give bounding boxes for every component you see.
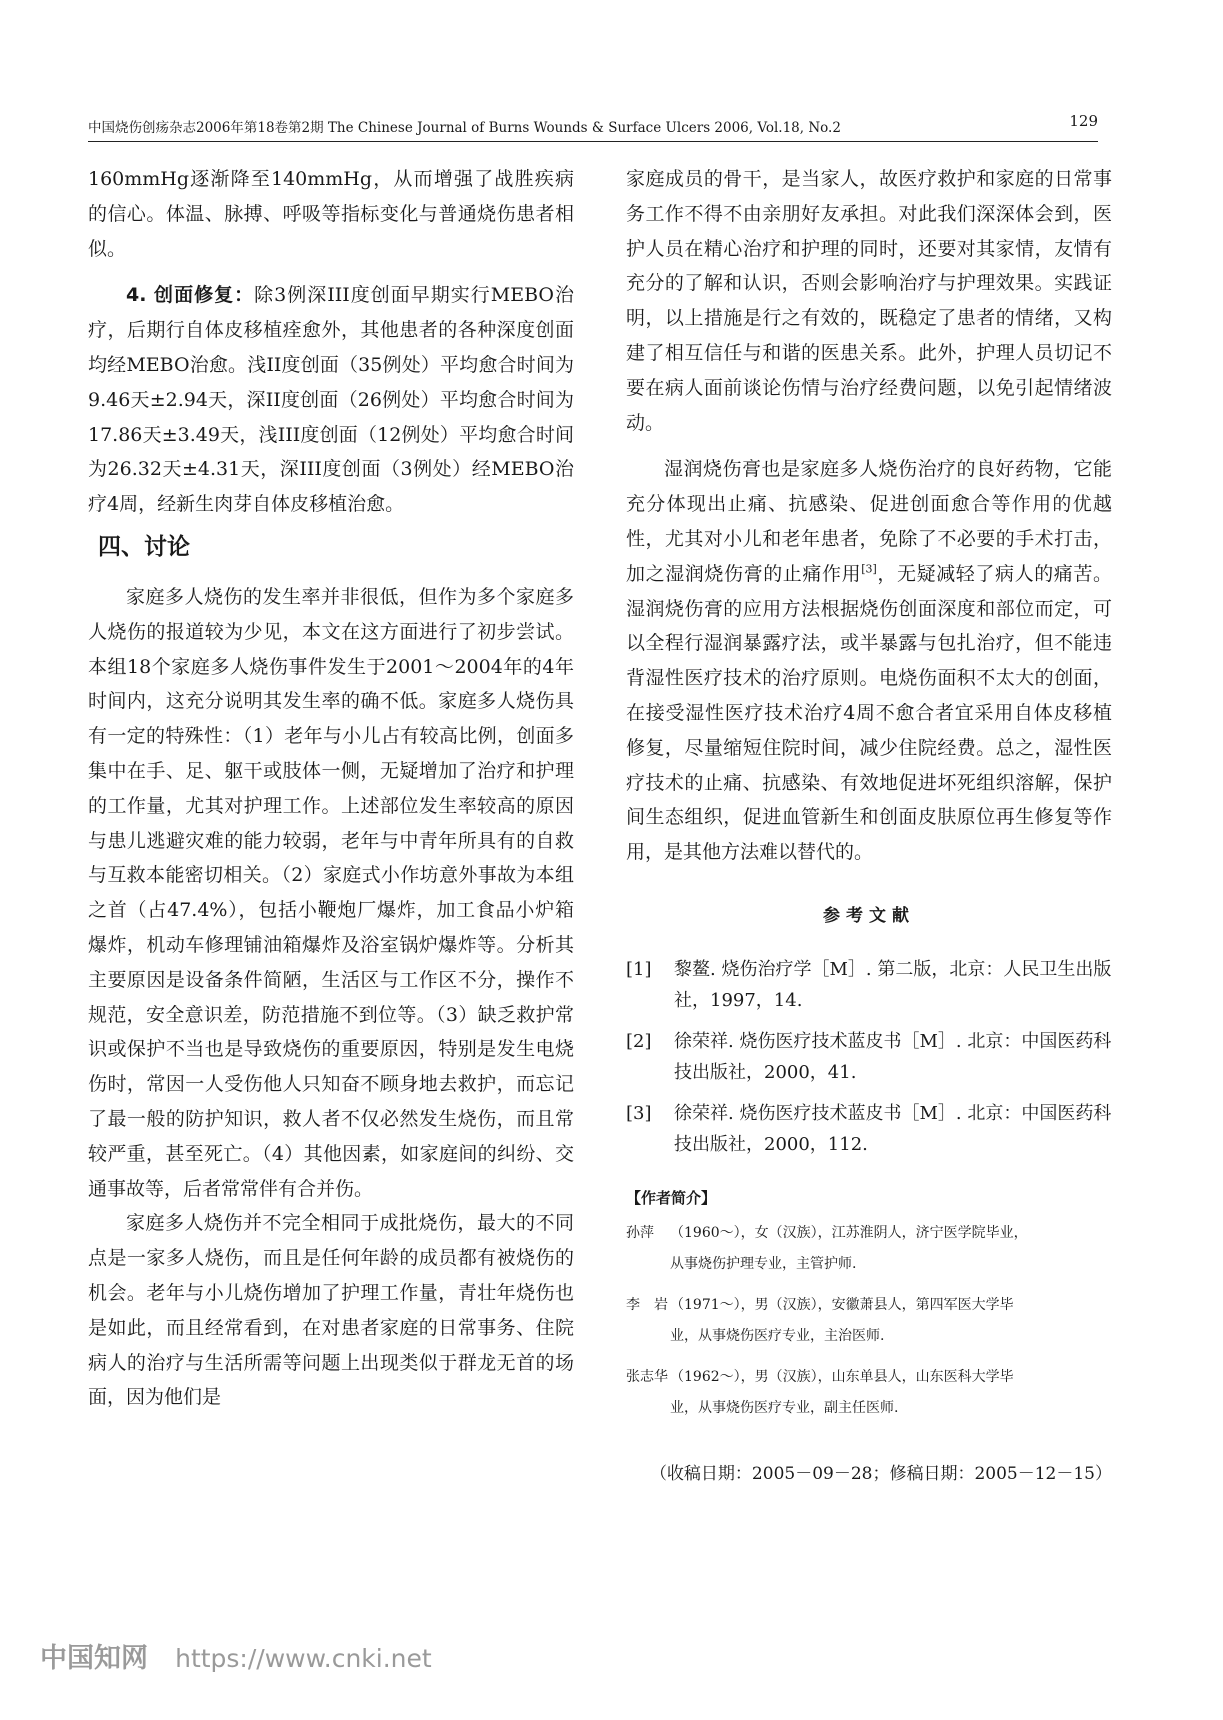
received-dates: （收稿日期：2005－09－28；修稿日期：2005－12－15） xyxy=(649,1463,1112,1484)
author-info-title: 【作者简介】 xyxy=(626,1188,717,1207)
paragraph-discussion-3: 家庭成员的骨干，是当家人，故医疗救护和家庭的日常事务工作不得不由亲朋好友承担。对此我们深深体会到，医护人员在精心治疗和护理的同时，还要对其家情，友情有充分的了解和认识，否则会影响治疗与护理效果。实践证明，以上措施是行之有效的，既稳定了患者的情绪，又构建了相互信任与和谐的医患关系。此外，护理人员切记不要在病人面前谈论伤情与治疗经费问题，以免引起情绪波动。 xyxy=(626,168,1112,434)
reference-text: 徐荣祥. 烧伤医疗技术蓝皮书［M］. 北京：中国医药科技出版社，2000，112. xyxy=(674,1102,1112,1155)
author-entry xyxy=(626,1290,1112,1352)
cnki-url[interactable]: https://www.cnki.net xyxy=(175,1644,432,1673)
reference-number: [2] xyxy=(626,1030,652,1052)
mebo-text-part1: 湿润烧伤膏也是家庭多人烧伤治疗的良好药物，它能充分体现出止痛、抗感染、促进创面愈合等作用的优越性，尤其对小儿和老年患者，免除了不必要的手术打击，加之湿润烧伤膏的止痛作用 xyxy=(626,458,1112,585)
reference-number: [3] xyxy=(626,1102,652,1124)
running-header xyxy=(88,112,1098,138)
wound-repair-text: 除3例深III度创面早期实行MEBO治疗，后期行自体皮移植痊愈外，其他患者的各种深度创面均经MEBO治愈。浅II度创面（35例处）平均愈合时间为9.46天±2.94天，深II度创面（26例处）平均愈合时间为17.86天±3.49天，浅III度创面（12例处）平均愈合时间为26.32天±4.31天，深III度创面（3例处）经MEBO治疗4周，经新生肉芽自体皮移植治愈。 xyxy=(88,284,574,516)
reference-item xyxy=(626,954,1112,1016)
author-entry xyxy=(626,1218,1112,1280)
reference-item xyxy=(626,1026,1112,1088)
author-bio-line1: （1962～），男（汉族），山东单县人，山东医科大学毕 xyxy=(670,1368,1014,1385)
mebo-text-part2: ，无疑减轻了病人的痛苦。湿润烧伤膏的应用方法根据烧伤创面深度和部位而定，可以全程行湿润暴露疗法，或半暴露与包扎治疗，但不能违背湿性医疗技术的治疗原则。电烧伤面积不太大的创面，在接受湿性医疗技术治疗4周不愈合者宜采用自体皮移植修复，尽量缩短住院时间，减少住院经费。总之，湿性医疗技术的止痛、抗感染、有效地促进坏死组织溶解，保护间生态组织，促进血管新生和创面皮肤原位再生修复等作用，是其他方法难以替代的。 xyxy=(626,562,1112,864)
author-name: 孙萍 xyxy=(626,1224,654,1241)
paragraph-vitals: 160mmHg逐渐降至140mmHg，从而增强了战胜疾病的信心。体温、脉搏、呼吸等指标变化与普通烧伤患者相似。 xyxy=(88,168,574,260)
journal-citation: 中国烧伤创疡杂志2006年第18卷第2期 The Chinese Journal of Burns Wounds & Surface Ulcers 2006, Vol.18, No.2 xyxy=(88,120,841,136)
paragraph-discussion-4 xyxy=(626,452,1112,870)
paragraph-discussion-2: 家庭多人烧伤并不完全相同于成批烧伤，最大的不同点是一家多人烧伤，而且是任何年龄的成员都有被烧伤的机会。老年与小儿烧伤增加了护理工作量，青壮年烧伤也是如此，而且经常看到，在对患者家庭的日常事务、住院病人的治疗与生活所需等问题上出现类似于群龙无首的场面，因为他们是 xyxy=(88,1212,574,1409)
reference-text: 黎鳌. 烧伤治疗学［M］. 第二版，北京：人民卫生出版社，1997，14. xyxy=(674,958,1112,1011)
author-bio-line2: 从事烧伤护理专业，主管护师. xyxy=(670,1255,857,1272)
wound-repair-heading: 4. 创面修复： xyxy=(126,284,255,307)
paragraph-discussion-1: 家庭多人烧伤的发生率并非很低，但作为多个家庭多人烧伤的报道较为少见，本文在这方面进行了初步尝试。本组18个家庭多人烧伤事件发生于2001～2004年的4年时间内，这充分说明其发生率的确不低。家庭多人烧伤具有一定的特殊性：（1）老年与小儿占有较高比例，创面多集中在手、足、躯干或肢体一侧，无疑增加了治疗和护理的工作量，尤其对护理工作。上述部位发生率较高的原因与患儿逃避灾难的能力较弱，老年与中青年所具有的自救与互救本能密切相关。（2）家庭式小作坊意外事故为本组之首（占47.4%），包括小鞭炮厂爆炸，加工食品小炉箱爆炸，机动车修理铺油箱爆炸及浴室锅炉爆炸等。分析其主要原因是设备条件简陋，生活区与工作区不分，操作不规范，安全意识差，防范措施不到位等。（3）缺乏救护常识或保护不当也是导致烧伤的重要原因，特别是发生电烧伤时，常因一人受伤他人只知奋不顾身地去救护，而忘记了最一般的防护知识，救人者不仅必然发生烧伤，而且常较严重，甚至死亡。（4）其他因素，如家庭间的纠纷、交通事故等，后者常常伴有合并伤。 xyxy=(88,585,574,1200)
cnki-logo-text: 中国知网 xyxy=(40,1643,148,1674)
references-title: 参考文献 xyxy=(823,905,915,926)
author-entry xyxy=(626,1362,1112,1424)
header-rule xyxy=(88,141,1098,142)
reference-number: [1] xyxy=(626,958,652,980)
watermark-footer xyxy=(40,1636,432,1676)
paragraph-wound-repair xyxy=(88,278,574,522)
reference-text: 徐荣祥. 烧伤医疗技术蓝皮书［M］. 北京：中国医药科技出版社，2000，41. xyxy=(674,1030,1112,1083)
reference-item xyxy=(626,1098,1112,1160)
author-name: 李 岩 xyxy=(626,1296,668,1313)
citation-3: [3] xyxy=(861,562,877,576)
left-column xyxy=(88,162,574,1415)
author-bio-line1: （1960～），女（汉族），江苏淮阴人，济宁医学院毕业， xyxy=(670,1224,1028,1241)
section-title-discussion: 四、讨论 xyxy=(98,533,190,560)
author-name: 张志华 xyxy=(626,1368,668,1385)
author-bio-line2: 业，从事烧伤医疗专业，副主任医师. xyxy=(670,1399,899,1416)
author-bio-line2: 业，从事烧伤医疗专业，主治医师. xyxy=(670,1327,885,1344)
page-number: 129 xyxy=(1069,112,1098,130)
author-bio-line1: （1971～），男（汉族），安徽萧县人，第四军医大学毕 xyxy=(670,1296,1014,1313)
right-column xyxy=(626,162,1112,1486)
